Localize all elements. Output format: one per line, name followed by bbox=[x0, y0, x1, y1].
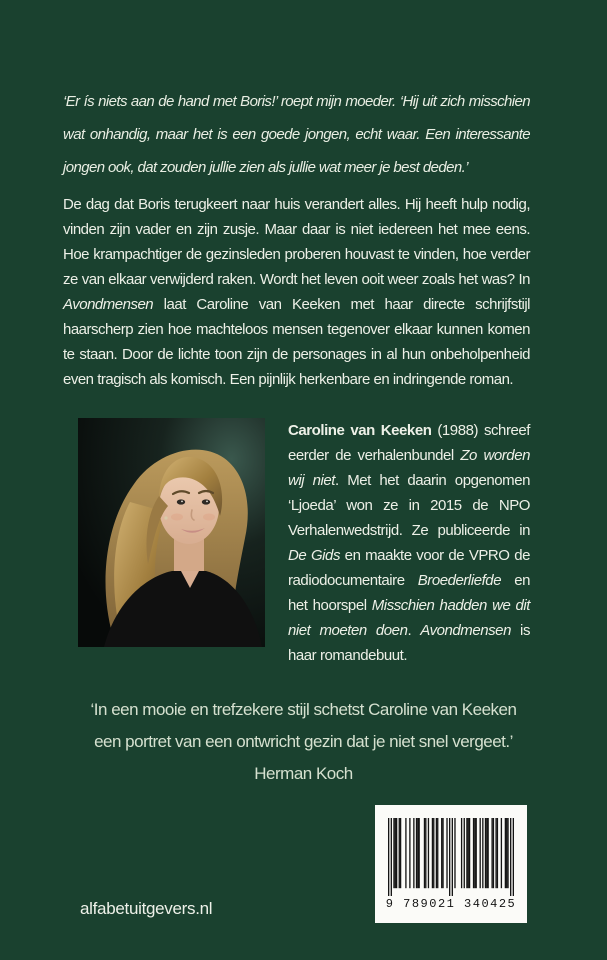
book-title-mention: Avondmensen bbox=[63, 296, 154, 313]
bio-segment: Zo worden wij niet bbox=[288, 447, 530, 489]
bio-segment: Caroline van Keeken bbox=[288, 422, 432, 439]
bio-segment: en maakte voor de VPRO de radiodocumentaire bbox=[288, 547, 530, 589]
bio-segment: . Met het daarin opgenomen ‘Ljoeda’ won ze in 2015 de NPO Verhalenwedstrijd. Ze publiceerde in bbox=[288, 472, 530, 539]
isbn-digits: 9 789021 340425 bbox=[385, 897, 517, 911]
synopsis-text-1: De dag dat Boris terugkeert naar huis verandert alles. Hij heeft hulp nodig, vinden zijn vader en zijn zusje. Maar daar is niet iedereen het mee eens. Hoe krampachtiger de gezinsleden proberen houvast te vinden, hoe verder ze van elkaar verwijderd raken. Wordt het leven ooit weer zoals het was? In bbox=[63, 196, 530, 288]
author-bio bbox=[288, 418, 530, 668]
author-section bbox=[63, 418, 530, 668]
endorsement-quote: ‘In een mooie en trefzekere stijl schetst Caroline van Keeken een portret van een ontwricht gezin dat je niet snel vergeet.’ bbox=[90, 700, 517, 751]
synopsis-text-2: laat Caroline van Keeken met haar directe schrijfstijl haarscherp zien hoe machteloos mensen tegenover elkaar kunnen komen te staan. Door de lichte toon zijn de personages in al hun onbeholpenheid even tragisch als komisch. Een pijnlijk herkenbare en indringende roman. bbox=[63, 296, 530, 388]
bio-segment: Misschien hadden we dit niet moeten doen bbox=[288, 597, 530, 639]
bio-segment: De Gids bbox=[288, 547, 340, 564]
bio-segment: en het hoorspel bbox=[288, 572, 530, 614]
bio-segment: (1988) schreef eerder de verhalenbundel bbox=[288, 422, 530, 464]
bio-segment: Broederliefde bbox=[417, 572, 502, 589]
author-photo bbox=[78, 418, 265, 647]
bio-segment: . bbox=[407, 622, 421, 639]
opening-quote: ‘Er ís niets aan de hand met Boris!’ roept mijn moeder. ‘Hij uit zich misschien wat onhandig, maar het is een goede jongen, echt waar. Een interessante jongen ook, dat zouden jullie zien als jullie wat meer je best deden.’ bbox=[63, 93, 530, 176]
bio-segment: Avondmensen bbox=[420, 622, 511, 639]
author-portrait-illustration bbox=[78, 418, 265, 647]
synopsis-paragraph bbox=[63, 192, 530, 392]
barcode-bars-svg bbox=[388, 818, 514, 896]
barcode bbox=[375, 805, 527, 923]
bio-segment: is haar romandebuut. bbox=[288, 622, 530, 664]
publisher-url: alfabetuitgevers.nl bbox=[80, 899, 213, 918]
endorsement-block bbox=[77, 694, 530, 790]
endorsement-attribution: Herman Koch bbox=[254, 764, 353, 783]
